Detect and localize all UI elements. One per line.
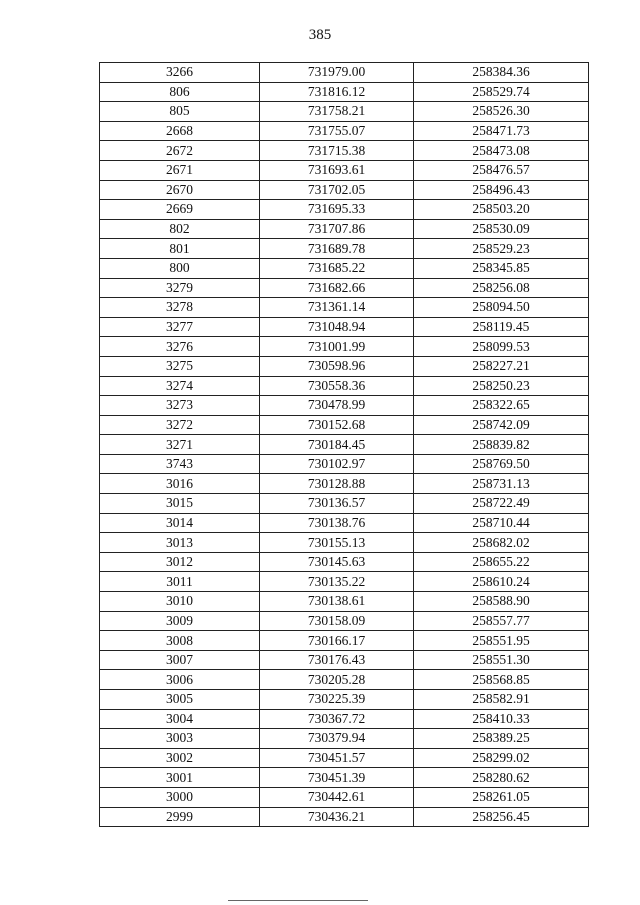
y-coordinate-cell: 258682.02 — [414, 533, 589, 553]
y-coordinate-cell: 258227.21 — [414, 356, 589, 376]
point-id-cell: 2671 — [100, 160, 260, 180]
y-coordinate-cell: 258345.85 — [414, 258, 589, 278]
x-coordinate-cell: 730135.22 — [260, 572, 414, 592]
y-coordinate-cell: 258261.05 — [414, 787, 589, 807]
x-coordinate-cell: 731758.21 — [260, 102, 414, 122]
y-coordinate-cell: 258256.08 — [414, 278, 589, 298]
table-row — [100, 298, 589, 318]
x-coordinate-cell: 730225.39 — [260, 690, 414, 710]
table-row — [100, 474, 589, 494]
table-row — [100, 748, 589, 768]
y-coordinate-cell: 258299.02 — [414, 748, 589, 768]
table-row — [100, 592, 589, 612]
table-row — [100, 200, 589, 220]
bottom-rule — [228, 900, 368, 901]
point-id-cell: 2999 — [100, 807, 260, 827]
x-coordinate-cell: 731693.61 — [260, 160, 414, 180]
table-body — [100, 63, 589, 827]
point-id-cell: 3006 — [100, 670, 260, 690]
y-coordinate-cell: 258471.73 — [414, 121, 589, 141]
x-coordinate-cell: 731682.66 — [260, 278, 414, 298]
table-row — [100, 337, 589, 357]
x-coordinate-cell: 730102.97 — [260, 454, 414, 474]
y-coordinate-cell: 258551.30 — [414, 650, 589, 670]
y-coordinate-cell: 258250.23 — [414, 376, 589, 396]
y-coordinate-cell: 258722.49 — [414, 494, 589, 514]
y-coordinate-cell: 258588.90 — [414, 592, 589, 612]
y-coordinate-cell: 258557.77 — [414, 611, 589, 631]
point-id-cell: 3277 — [100, 317, 260, 337]
table-row — [100, 180, 589, 200]
point-id-cell: 3276 — [100, 337, 260, 357]
point-id-cell: 3016 — [100, 474, 260, 494]
point-id-cell: 3002 — [100, 748, 260, 768]
x-coordinate-cell: 731755.07 — [260, 121, 414, 141]
x-coordinate-cell: 731685.22 — [260, 258, 414, 278]
table-row — [100, 160, 589, 180]
point-id-cell: 3274 — [100, 376, 260, 396]
y-coordinate-cell: 258710.44 — [414, 513, 589, 533]
point-id-cell: 3011 — [100, 572, 260, 592]
table-row — [100, 454, 589, 474]
point-id-cell: 3272 — [100, 415, 260, 435]
table-row — [100, 219, 589, 239]
x-coordinate-cell: 730138.76 — [260, 513, 414, 533]
x-coordinate-cell: 731816.12 — [260, 82, 414, 102]
table-row — [100, 572, 589, 592]
table-row — [100, 396, 589, 416]
point-id-cell: 3271 — [100, 435, 260, 455]
table-row — [100, 729, 589, 749]
table-row — [100, 435, 589, 455]
table-row — [100, 533, 589, 553]
table-row — [100, 102, 589, 122]
point-id-cell: 2672 — [100, 141, 260, 161]
point-id-cell: 3012 — [100, 552, 260, 572]
point-id-cell: 3010 — [100, 592, 260, 612]
y-coordinate-cell: 258742.09 — [414, 415, 589, 435]
point-id-cell: 805 — [100, 102, 260, 122]
y-coordinate-cell: 258496.43 — [414, 180, 589, 200]
y-coordinate-cell: 258476.57 — [414, 160, 589, 180]
x-coordinate-cell: 731689.78 — [260, 239, 414, 259]
x-coordinate-cell: 731695.33 — [260, 200, 414, 220]
x-coordinate-cell: 730145.63 — [260, 552, 414, 572]
point-id-cell: 806 — [100, 82, 260, 102]
table-row — [100, 690, 589, 710]
x-coordinate-cell: 730442.61 — [260, 787, 414, 807]
x-coordinate-cell: 730136.57 — [260, 494, 414, 514]
point-id-cell: 3005 — [100, 690, 260, 710]
y-coordinate-cell: 258530.09 — [414, 219, 589, 239]
x-coordinate-cell: 730478.99 — [260, 396, 414, 416]
point-id-cell: 802 — [100, 219, 260, 239]
point-id-cell: 2668 — [100, 121, 260, 141]
point-id-cell: 3009 — [100, 611, 260, 631]
coordinates-table — [99, 62, 589, 827]
point-id-cell: 3000 — [100, 787, 260, 807]
x-coordinate-cell: 731702.05 — [260, 180, 414, 200]
point-id-cell: 3004 — [100, 709, 260, 729]
x-coordinate-cell: 731715.38 — [260, 141, 414, 161]
table-row — [100, 121, 589, 141]
x-coordinate-cell: 730128.88 — [260, 474, 414, 494]
point-id-cell: 3278 — [100, 298, 260, 318]
x-coordinate-cell: 731001.99 — [260, 337, 414, 357]
point-id-cell: 3001 — [100, 768, 260, 788]
x-coordinate-cell: 730436.21 — [260, 807, 414, 827]
point-id-cell: 3014 — [100, 513, 260, 533]
table-row — [100, 513, 589, 533]
y-coordinate-cell: 258839.82 — [414, 435, 589, 455]
table-row — [100, 787, 589, 807]
point-id-cell: 3273 — [100, 396, 260, 416]
y-coordinate-cell: 258582.91 — [414, 690, 589, 710]
y-coordinate-cell: 258610.24 — [414, 572, 589, 592]
x-coordinate-cell: 730367.72 — [260, 709, 414, 729]
y-coordinate-cell: 258473.08 — [414, 141, 589, 161]
y-coordinate-cell: 258322.65 — [414, 396, 589, 416]
y-coordinate-cell: 258384.36 — [414, 63, 589, 83]
point-id-cell: 2669 — [100, 200, 260, 220]
x-coordinate-cell: 730158.09 — [260, 611, 414, 631]
table-row — [100, 278, 589, 298]
table-row — [100, 415, 589, 435]
y-coordinate-cell: 258655.22 — [414, 552, 589, 572]
table-row — [100, 552, 589, 572]
table-row — [100, 768, 589, 788]
x-coordinate-cell: 730184.45 — [260, 435, 414, 455]
point-id-cell: 3007 — [100, 650, 260, 670]
y-coordinate-cell: 258551.95 — [414, 631, 589, 651]
table-row — [100, 141, 589, 161]
table-row — [100, 376, 589, 396]
y-coordinate-cell: 258099.53 — [414, 337, 589, 357]
point-id-cell: 3275 — [100, 356, 260, 376]
table-row — [100, 807, 589, 827]
point-id-cell: 3008 — [100, 631, 260, 651]
table-row — [100, 356, 589, 376]
x-coordinate-cell: 730152.68 — [260, 415, 414, 435]
table-row — [100, 317, 589, 337]
table-row — [100, 239, 589, 259]
point-id-cell: 3015 — [100, 494, 260, 514]
table-row — [100, 709, 589, 729]
y-coordinate-cell: 258568.85 — [414, 670, 589, 690]
point-id-cell: 3266 — [100, 63, 260, 83]
table-row — [100, 611, 589, 631]
y-coordinate-cell: 258503.20 — [414, 200, 589, 220]
table-row — [100, 63, 589, 83]
y-coordinate-cell: 258119.45 — [414, 317, 589, 337]
point-id-cell: 3279 — [100, 278, 260, 298]
y-coordinate-cell: 258280.62 — [414, 768, 589, 788]
table-row — [100, 82, 589, 102]
y-coordinate-cell: 258389.25 — [414, 729, 589, 749]
x-coordinate-cell: 730166.17 — [260, 631, 414, 651]
y-coordinate-cell: 258410.33 — [414, 709, 589, 729]
point-id-cell: 3003 — [100, 729, 260, 749]
y-coordinate-cell: 258529.74 — [414, 82, 589, 102]
x-coordinate-cell: 730451.39 — [260, 768, 414, 788]
x-coordinate-cell: 730138.61 — [260, 592, 414, 612]
table-row — [100, 494, 589, 514]
table-row — [100, 631, 589, 651]
y-coordinate-cell: 258769.50 — [414, 454, 589, 474]
x-coordinate-cell: 730598.96 — [260, 356, 414, 376]
point-id-cell: 3743 — [100, 454, 260, 474]
x-coordinate-cell: 730176.43 — [260, 650, 414, 670]
table-row — [100, 670, 589, 690]
point-id-cell: 2670 — [100, 180, 260, 200]
y-coordinate-cell: 258094.50 — [414, 298, 589, 318]
y-coordinate-cell: 258256.45 — [414, 807, 589, 827]
y-coordinate-cell: 258526.30 — [414, 102, 589, 122]
x-coordinate-cell: 731361.14 — [260, 298, 414, 318]
x-coordinate-cell: 730205.28 — [260, 670, 414, 690]
table-row — [100, 650, 589, 670]
x-coordinate-cell: 731979.00 — [260, 63, 414, 83]
table-row — [100, 258, 589, 278]
x-coordinate-cell: 730379.94 — [260, 729, 414, 749]
x-coordinate-cell: 730155.13 — [260, 533, 414, 553]
point-id-cell: 3013 — [100, 533, 260, 553]
x-coordinate-cell: 730558.36 — [260, 376, 414, 396]
x-coordinate-cell: 731048.94 — [260, 317, 414, 337]
x-coordinate-cell: 731707.86 — [260, 219, 414, 239]
point-id-cell: 801 — [100, 239, 260, 259]
page-number: 385 — [308, 27, 332, 43]
y-coordinate-cell: 258529.23 — [414, 239, 589, 259]
x-coordinate-cell: 730451.57 — [260, 748, 414, 768]
y-coordinate-cell: 258731.13 — [414, 474, 589, 494]
point-id-cell: 800 — [100, 258, 260, 278]
